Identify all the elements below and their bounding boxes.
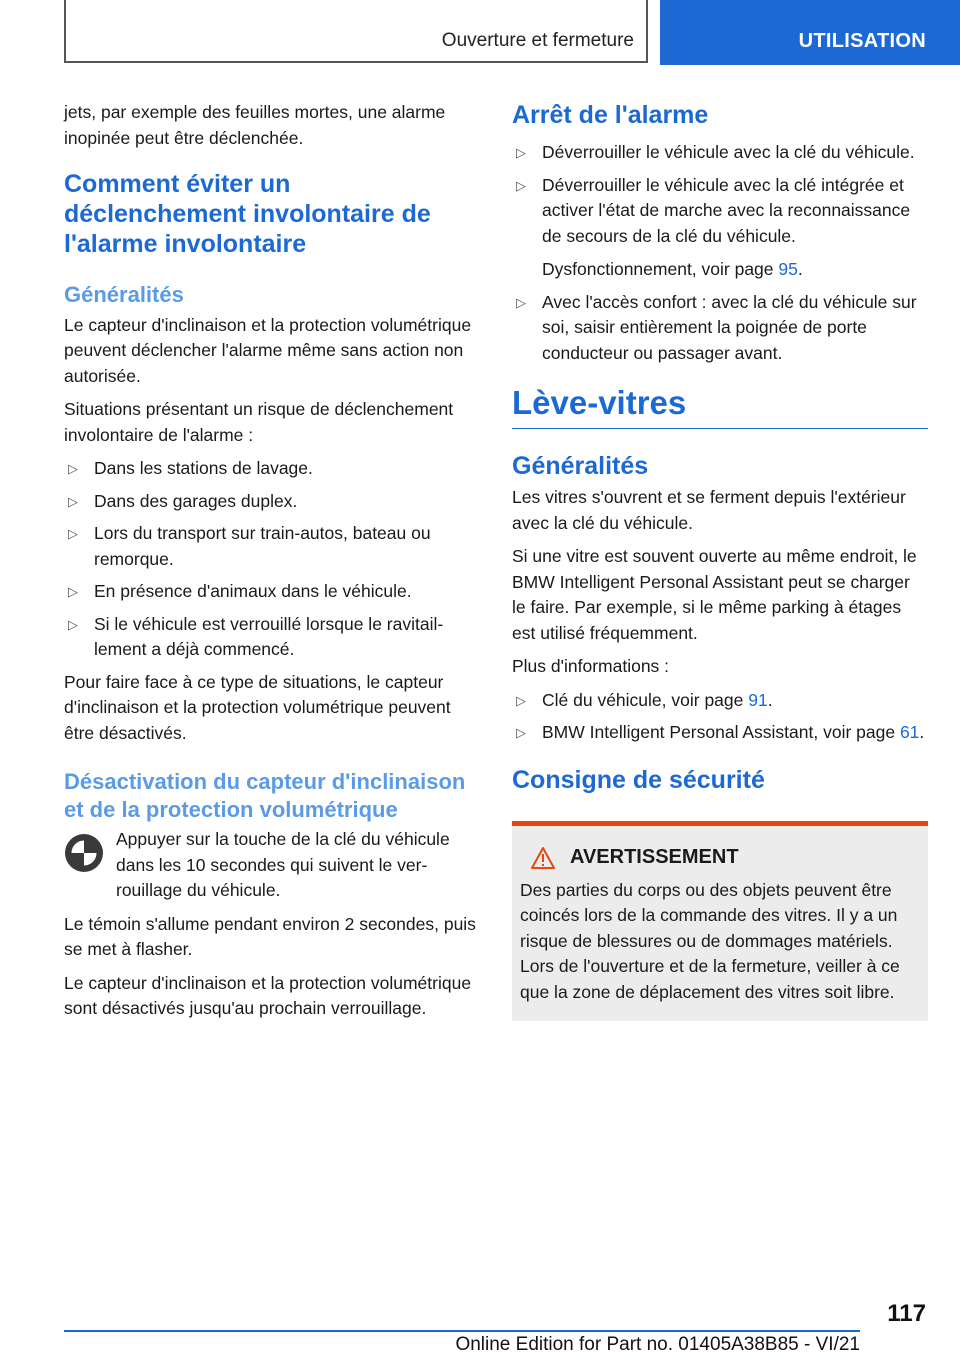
paragraph-press-key: Appuyer sur la touche de la clé du véhicule dans les 10 secondes qui suivent le verrouillage du véhicule. xyxy=(116,829,450,900)
triangle-right-icon: ▷ xyxy=(516,692,526,708)
right-column xyxy=(512,100,928,1021)
page-number: 117 xyxy=(887,1300,926,1327)
bmw-key-icon xyxy=(64,833,104,873)
page-link-91[interactable]: 91 xyxy=(748,689,768,710)
triangle-right-icon: ▷ xyxy=(516,177,526,193)
paragraph-situations: Situations présentant un risque de déclenchement involontaire de l'alarme : xyxy=(64,399,454,445)
header-chapter-title: UTILISATION xyxy=(798,30,926,52)
header-section-box xyxy=(64,0,648,63)
triangle-right-icon: ▷ xyxy=(68,461,78,476)
left-column xyxy=(64,100,478,1030)
warning-title: AVERTISSEMENT xyxy=(570,846,739,868)
paragraph-assistant: Si une vitre est souvent ouverte au même endroit, le BMW Intelligent Personal Assistant peut se charger le faire. Par exemple, si le même parking à étages est utilisé fréquemment. xyxy=(512,546,917,643)
list-item: ▷ Si le véhicule est verrouillé lorsque le ravitaillement a déjà commencé. xyxy=(68,613,444,659)
triangle-right-icon: ▷ xyxy=(68,526,78,541)
subheading-generalites-2: Généralités xyxy=(512,452,649,480)
list-item: ▷ Lors du transport sur train-autos, bateau ou remorque. xyxy=(68,523,431,569)
triangle-right-icon: ▷ xyxy=(516,725,526,740)
stop-alarm-list xyxy=(512,140,928,366)
footer-edition: Online Edition for Part no. 01405A38B85 - VI/21 xyxy=(455,1334,860,1355)
warning-text: Des parties du corps ou des objets peuvent être coincés lors de la commande des vitres. Il y a un risque de blessures ou de dommages matériels. Lors de l'ouverture et de la fermeture, veiller à ce que la zone de déplacement des vitres soit libre. xyxy=(520,879,900,1002)
list-item: ▷ Dans les stations de lavage. xyxy=(64,456,478,482)
warning-header xyxy=(530,846,920,870)
heading-safety: Consigne de sécurité xyxy=(512,765,765,794)
header-chapter-tab xyxy=(660,0,960,65)
warning-box xyxy=(512,821,928,1022)
list-item: ▷ Déverrouiller le véhicule avec la clé intégrée et activer l'état de marche avec la reconnaissance de secours de la clé du véhicule. Dysfonctionnement, voir page 95. xyxy=(512,173,928,283)
triangle-right-icon: ▷ xyxy=(68,584,78,599)
paragraph-deactivate-possible: Pour faire face à ce type de situations, le capteur d'inclinaison et la protection volumétrique peuvent être désactivés. xyxy=(64,671,451,743)
warning-triangle-icon xyxy=(530,846,556,870)
list-item: ▷ Dans des garages duplex. xyxy=(64,489,478,515)
triangle-right-icon: ▷ xyxy=(516,294,526,310)
paragraph-windows-open: Les vitres s'ouvrent et se ferment depuis l'extérieur avec la clé du véhicule. xyxy=(512,487,906,533)
paragraph-indicator: Le témoin s'allume pendant environ 2 secondes, puis se met à flasher. xyxy=(64,913,476,959)
list-item: ▷ En présence d'animaux dans le véhicule. xyxy=(64,579,478,605)
footer-divider xyxy=(64,1330,860,1332)
intro-paragraph: jets, par exemple des feuilles mortes, une alarme inopinée peut être déclenchée. xyxy=(64,102,446,148)
key-instruction xyxy=(64,827,478,904)
info-list xyxy=(512,688,928,746)
heading-window-lifts: Lève-vitres xyxy=(512,384,928,429)
heading-stop-alarm: Arrêt de l'alarme xyxy=(512,101,709,129)
list-item: ▷ Avec l'accès confort : avec la clé du véhicule sur soi, saisir entièrement la poignée de porte conducteur ou passager avant. xyxy=(516,291,917,363)
heading-avoid-alarm: Comment éviter un déclenchement involontaire de l'alarme involontaire xyxy=(64,170,431,258)
list-item: ▷ Clé du véhicule, voir page 91. xyxy=(512,688,928,714)
page-link-95[interactable]: 95 xyxy=(778,259,798,279)
triangle-right-icon: ▷ xyxy=(68,493,78,509)
list-item: ▷ Déverrouiller le véhicule avec la clé du véhicule. xyxy=(512,140,928,166)
paragraph-deactivated: Le capteur d'inclinaison et la protection volumétrique sont désactivés jusqu'au prochain verrouillage. xyxy=(64,972,472,1018)
subheading-deactivation: Désactivation du capteur d'inclinaison et de la protection volumétrique xyxy=(64,769,466,822)
situations-list xyxy=(64,456,478,663)
header-section-title: Ouverture et fermeture xyxy=(441,30,634,51)
list-item: ▷ BMW Intelligent Personal Assistant, voir page 61. xyxy=(512,720,928,746)
malfunction-reference: Dysfonctionnement, voir page 95. xyxy=(542,259,803,279)
triangle-right-icon: ▷ xyxy=(516,145,526,160)
paragraph-more-info: Plus d'informations : xyxy=(512,656,670,676)
paragraph-sensor: Le capteur d'inclinaison et la protection volumétrique peuvent déclencher l'alarme même sans action non autorisée. xyxy=(64,314,472,386)
triangle-right-icon: ▷ xyxy=(68,616,78,632)
page-link-61[interactable]: 61 xyxy=(899,722,920,742)
subheading-generalites: Généralités xyxy=(64,282,184,307)
